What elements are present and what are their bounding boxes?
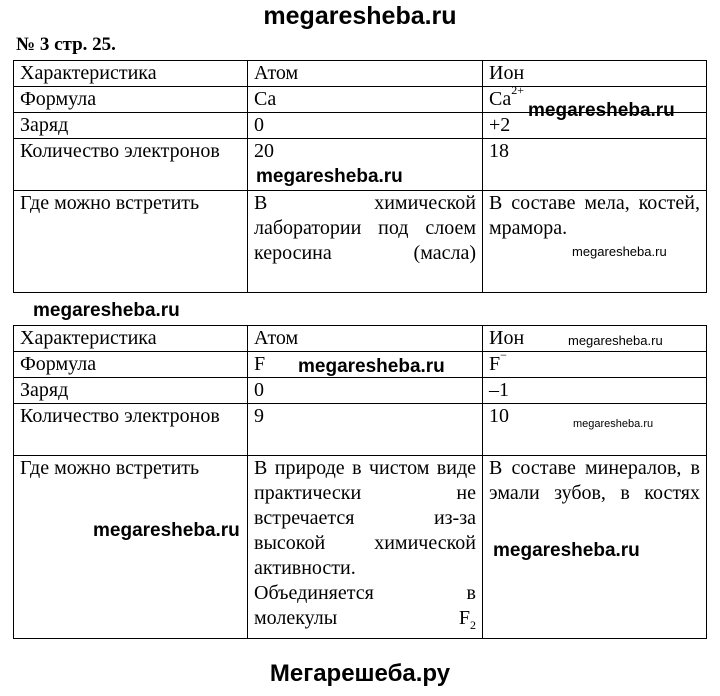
ion-charge-superscript: −	[500, 348, 507, 363]
atom-formula: Ca	[248, 87, 483, 113]
row-label: Заряд	[14, 378, 248, 404]
atom-electrons: 20	[248, 139, 483, 191]
watermark: megaresheba.ru	[298, 356, 445, 377]
site-header: megaresheba.ru	[263, 2, 457, 30]
task-title: № 3 стр. 25.	[16, 34, 116, 55]
ion-electrons: 18	[483, 139, 707, 191]
ion-where: В составе мела, костей, мрамора.	[483, 191, 707, 293]
row-label: Где можно встретить	[14, 456, 248, 639]
atom-formula: F	[248, 352, 483, 378]
site-footer: Мегарешеба.ру	[269, 660, 451, 687]
table-header-row	[14, 61, 707, 87]
header-cell: Ион	[483, 326, 707, 352]
atom-where-text: В природе в чистом виде практически не встречается из-за высокой химической активности. Объединяется в молекулы F	[254, 457, 476, 629]
ion-formula-base: Ca	[489, 88, 512, 110]
header-cell: Характеристика	[14, 326, 248, 352]
watermark: megaresheba.ru	[572, 244, 667, 259]
watermark: megaresheba.ru	[568, 333, 663, 348]
ion-charge: +2	[483, 113, 707, 139]
ion-where: В составе минералов, в эмали зубов, в костях	[483, 456, 707, 639]
header-cell: Атом	[248, 61, 483, 87]
ion-formula-base: F	[489, 353, 501, 375]
row-label: Где можно встретить	[14, 191, 248, 293]
atom-charge: 0	[248, 378, 483, 404]
watermark: megaresheba.ru	[256, 166, 403, 187]
ion-formula	[483, 348, 707, 378]
row-label: Количество электронов	[14, 404, 248, 456]
atom-where	[248, 456, 483, 639]
molecule-subscript: 2	[470, 618, 476, 632]
row-label: Формула	[14, 352, 248, 378]
ion-charge-superscript: 2+	[511, 83, 524, 98]
watermark: megaresheba.ru	[573, 418, 654, 430]
header-cell: Ион	[483, 61, 707, 87]
watermark: megaresheba.ru	[493, 540, 640, 561]
watermark: megaresheba.ru	[93, 520, 240, 541]
row-label: Заряд	[14, 113, 248, 139]
header-cell: Атом	[248, 326, 483, 352]
ion-electrons: 10	[483, 404, 707, 456]
row-label: Формула	[14, 87, 248, 113]
atom-charge: 0	[248, 113, 483, 139]
table-row	[14, 378, 707, 404]
row-label: Количество электронов	[14, 139, 248, 191]
table-row	[14, 191, 707, 293]
ion-charge: –1	[483, 378, 707, 404]
header-cell: Характеристика	[14, 61, 248, 87]
atom-electrons: 9	[248, 404, 483, 456]
watermark: megaresheba.ru	[33, 300, 180, 321]
watermark: megaresheba.ru	[528, 100, 675, 121]
atom-where: В химической лаборатории под слоем керосина (масла)	[248, 191, 483, 293]
